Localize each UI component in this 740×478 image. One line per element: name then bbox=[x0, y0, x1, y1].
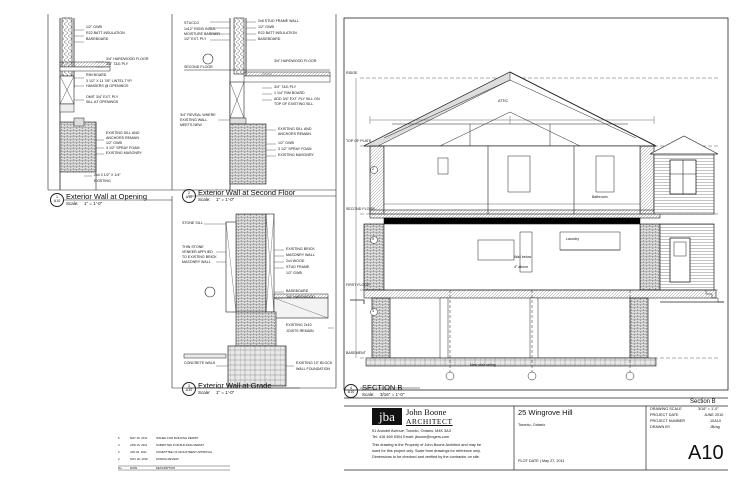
marker-label: 3 bbox=[372, 309, 374, 313]
rev-date: NOV 26, 2010 bbox=[130, 457, 148, 461]
note: 3/4" T&G PLY bbox=[274, 85, 297, 89]
note: WALL FOUNDATION bbox=[296, 367, 331, 371]
rev-desc: COMMITTEE OF ADJUSTMENT APPROVAL bbox=[156, 450, 213, 454]
field-label: DRAWN BY bbox=[650, 425, 671, 429]
rev-no: 5 bbox=[118, 436, 120, 440]
note: ANCHORS REMAIN bbox=[278, 132, 311, 136]
room-label: Wall below bbox=[514, 255, 532, 259]
plot-date: PLOT DATE | May 27, 2011 bbox=[518, 459, 565, 463]
note: TO EXISTING BRICK bbox=[182, 255, 217, 259]
note: 3 1/2" X 11 7/8" LINTEL TYP. bbox=[86, 79, 133, 83]
firm-subtitle: ARCHITECT bbox=[406, 417, 453, 426]
rev-date: APR 15, 2011 bbox=[130, 443, 148, 447]
rev-no: 3 bbox=[118, 450, 120, 454]
detail-number-bubble: 3 A10 bbox=[182, 382, 196, 396]
scale-label: Scale: bbox=[66, 201, 79, 206]
note: New stair railing bbox=[470, 363, 496, 367]
detail-number-bubble: 1 A10 bbox=[50, 193, 64, 207]
rev-no: 4 bbox=[118, 443, 120, 447]
level-label: FIRST FLOOR bbox=[346, 283, 370, 287]
note: EXISTING SILL AND bbox=[106, 131, 140, 135]
field-value: JB/ag bbox=[710, 425, 720, 429]
note: 2x4 WOOD bbox=[286, 259, 305, 263]
note: SILL AT OPENINGS bbox=[86, 100, 119, 104]
note: STUCCO bbox=[184, 21, 200, 25]
room-label: Laundry bbox=[566, 237, 579, 241]
note: 3/4" HARDWOOD FLOOR bbox=[274, 59, 317, 63]
scale-label: Scale: bbox=[362, 392, 375, 397]
room-label: ATTIC bbox=[498, 99, 509, 103]
sheet-number: A10 bbox=[688, 442, 724, 464]
note: BASEBOARD bbox=[286, 289, 309, 293]
disclaimer-line: This drawing is the Property of John Boone Architect and may be bbox=[372, 443, 482, 447]
firm-address: 51 Arundel Avenue, Toronto, Ontario, M4K 3A3 bbox=[372, 429, 451, 433]
field-value: 10A10 bbox=[710, 419, 721, 423]
scale-value: 1" = 1'-0" bbox=[84, 201, 103, 206]
rev-desc: ISSUED FOR BUILDING PERMIT bbox=[156, 436, 199, 440]
note: BASEBOARD bbox=[86, 37, 109, 41]
rev-header-date: DATE bbox=[130, 466, 138, 470]
level-label: BASEMENT bbox=[346, 351, 366, 355]
note: HANGERS @ OPENINGS bbox=[86, 84, 129, 88]
note: MEETS NEW bbox=[180, 123, 202, 127]
scale-value: 3/16" = 1'-0" bbox=[380, 392, 405, 397]
note: MASONRY WALL bbox=[286, 253, 315, 257]
note: 2x6 STUD FRAME WALL bbox=[258, 19, 299, 23]
note: ANCHORS REMAIN bbox=[106, 136, 139, 140]
note: EXISTING 10" BLOCK bbox=[296, 361, 333, 365]
rev-desc: SUBMITTED FOR BUILDING PERMIT bbox=[156, 443, 205, 447]
note: OMIT 3/4" EXT. PLY bbox=[86, 95, 119, 99]
note: R22 BATT INSULATION bbox=[258, 31, 297, 35]
field-label: DRAWING SCALE bbox=[650, 407, 682, 411]
level-label: RIDGE bbox=[346, 71, 358, 75]
level-label: SECOND FLOOR bbox=[346, 207, 375, 211]
firm-name: John Boone bbox=[406, 407, 447, 417]
rev-header-no: No. bbox=[118, 466, 123, 470]
note: CONCRETE WALK bbox=[184, 361, 216, 365]
note: 3/4" HARDWOOD bbox=[286, 295, 316, 299]
note: THIN STONE bbox=[182, 245, 204, 249]
note: JOISTS REMAIN bbox=[286, 329, 314, 333]
detail-number-bubble: 4 A10 bbox=[344, 384, 358, 398]
sheet-section-label: Section B bbox=[690, 399, 716, 405]
note: R22 BATT INSULATION bbox=[86, 31, 125, 35]
note: 3/4" REVEAL WHERE bbox=[180, 113, 216, 117]
disclaimer-line: used for this project only. Scale from drawings for reference only. bbox=[372, 449, 481, 453]
note: MASONRY WALL bbox=[182, 260, 211, 264]
section-b-lines bbox=[344, 18, 728, 390]
note: ADD 3/4" EXT. PLY SILL ON bbox=[274, 97, 320, 101]
note: EXISTING 2x10 bbox=[286, 323, 312, 327]
section-title: SECTION B bbox=[362, 383, 403, 392]
rev-date: MAY 26, 2011 bbox=[130, 436, 148, 440]
scale-value: 1" = 1'-0" bbox=[216, 197, 235, 202]
room-label: 4" above bbox=[514, 265, 529, 269]
note: STUD FRAME bbox=[286, 265, 310, 269]
project-name: 25 Wingrove Hill bbox=[518, 408, 573, 417]
detail-title: Exterior Wall at Second Floor bbox=[198, 188, 296, 197]
note: EXISTING BRICK bbox=[286, 247, 315, 251]
note: 1/2" GWB bbox=[278, 141, 294, 145]
disclaimer-line: Dimensions to be checked and verified by the contractor on site. bbox=[372, 455, 480, 459]
scale-value: 1" = 1'-0" bbox=[216, 390, 235, 395]
note: EXISTING WALL bbox=[180, 118, 208, 122]
note: EXISTING SILL AND bbox=[278, 127, 312, 131]
note: MOISTURE BARRIER bbox=[184, 32, 220, 36]
field-label: PROJECT NUMBER bbox=[650, 419, 686, 423]
note: 1/2" EXT. PLY bbox=[184, 37, 207, 41]
note: 1/2" GWB bbox=[286, 271, 302, 275]
marker-label: 2 bbox=[372, 167, 374, 171]
note: EXISTING bbox=[94, 179, 111, 183]
note: EXISTING MASONRY bbox=[278, 153, 314, 157]
note: EXISTING MASONRY bbox=[106, 151, 142, 155]
note: 3 1/2" SPRAY FOAM bbox=[106, 146, 140, 150]
note: 2x4 3 1/2" X 1/4" bbox=[94, 173, 121, 177]
note: SECOND FLOOR bbox=[184, 65, 213, 69]
firm-contact: Tel: 416 469 5304 Email: jboone@rogers.com bbox=[372, 435, 450, 439]
note: 3/4" HARDWOOD FLOOR bbox=[106, 57, 149, 61]
note: 3/4" T&G PLY bbox=[106, 62, 129, 66]
note: 1/2" GWB bbox=[106, 141, 122, 145]
firm-logo: jba bbox=[372, 408, 402, 425]
field-value: JUNE 2010 bbox=[704, 413, 724, 417]
note: VENEER APPLIED bbox=[182, 250, 213, 254]
note: 3 1/2" SPRAY FOAM bbox=[278, 147, 312, 151]
level-label: TOP OF PLATE bbox=[346, 139, 372, 143]
scale-label: Scale: bbox=[198, 197, 211, 202]
note: 1 1/4" RIM BOARD bbox=[274, 91, 305, 95]
rev-desc: ZONING REVIEW bbox=[156, 457, 179, 461]
note: BASEBOARD bbox=[258, 37, 281, 41]
field-label: PROJECT DATE bbox=[650, 413, 679, 417]
rev-no: 2 bbox=[118, 457, 120, 461]
scale-label: Scale: bbox=[198, 390, 211, 395]
note: STONE SILL bbox=[182, 221, 203, 225]
marker-label: 5 bbox=[372, 237, 374, 241]
field-value: 3/16" = 1'-0" bbox=[698, 407, 719, 411]
note: RIM BOARD bbox=[86, 73, 107, 77]
rev-date: JAN 20, 2011 bbox=[130, 450, 147, 454]
note: TOP OF EXISTING SILL bbox=[274, 102, 314, 106]
room-label: Bathroom bbox=[592, 195, 608, 199]
note: 1x12" RIGID INSUL bbox=[184, 27, 216, 31]
detail-title: Exterior Wall at Grade bbox=[198, 381, 272, 390]
project-city: Toronto, Ontario bbox=[518, 423, 546, 427]
note: 1/2" GWB bbox=[258, 25, 274, 29]
detail-number-bubble: 2 A10 bbox=[182, 189, 196, 203]
note: 1/2" GWB bbox=[86, 25, 102, 29]
detail-title: Exterior Wall at Opening bbox=[66, 192, 148, 201]
rev-header-desc: DESCRIPTION bbox=[156, 466, 176, 470]
